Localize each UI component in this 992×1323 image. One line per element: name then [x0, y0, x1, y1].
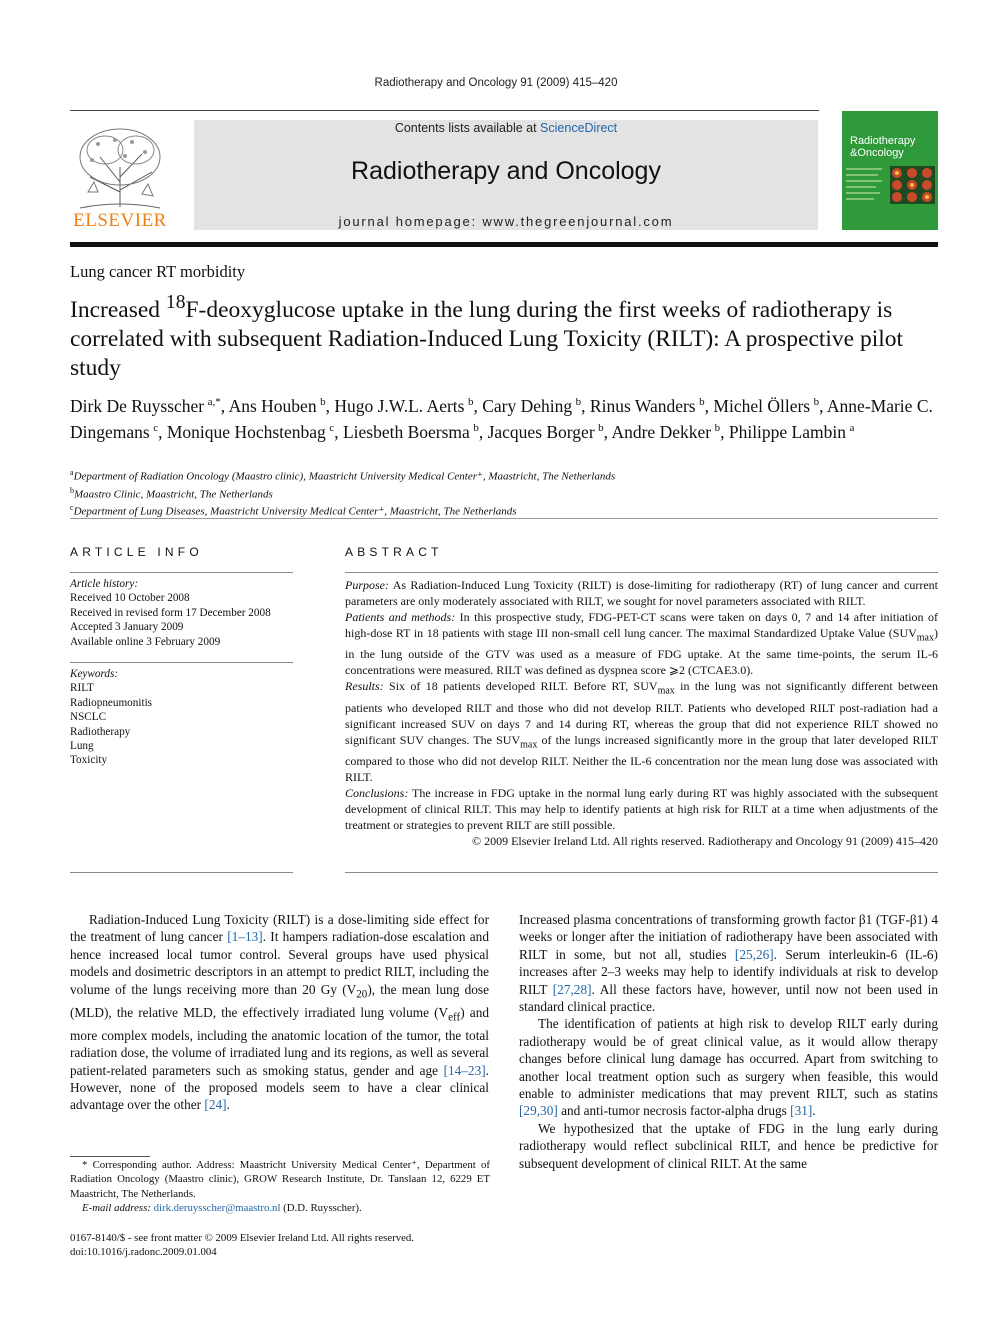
keyword: Radiopneumonitis [70, 696, 153, 709]
author[interactable]: Cary Dehing $^b$ [482, 395, 582, 416]
abstract-copyright: © 2009 Elsevier Ireland Ltd. All rights reserved. Radiotherapy and Oncology 91 (2009) 415–420 [471, 834, 938, 849]
article-title: Increased $^{18}$F-deoxyglucose uptake in the lung during the first weeks of radiotherapy is correlated with subsequent Radiation-Induced Lung Toxicity (RILT): A prospective pilot study [70, 292, 904, 381]
body-paragraph: Increased plasma concentrations of transforming growth factor β1 (TGF-β1) 4 weeks or longer after the initiation of radiotherapy have been associated with RILT in some, but not all, studies [25,26]. Serum interleukin-6 (IL-6) increases after 2–3 weeks may help to identify individuals at risk to develop RILT [27,28]. All these factors have, however, until now not been used in standard clinical practice. [519, 912, 938, 1015]
abstract-rule [345, 872, 938, 873]
keyword: Lung [70, 740, 94, 753]
affiliation: $^c$Department of Lung Diseases, Maastricht University Medical Center⁺, Maastricht, The Netherlands [70, 503, 517, 518]
article-info-heading: ARTICLE INFO [70, 545, 203, 559]
affiliations [70, 466, 938, 519]
citation-link[interactable]: [27,28] [552, 981, 592, 997]
running-head: Radiotherapy and Oncology 91 (2009) 415–420 [374, 77, 618, 89]
author[interactable]: Jacques Borger $^b$ [487, 421, 604, 442]
keyword: NSCLC [70, 711, 107, 724]
body-paragraph: Radiation-Induced Lung Toxicity (RILT) is a dose-limiting side effect for the treatment of lung cancer [1–13]. It hampers radiation-dose escalation and hence increased local tumor control. Several groups have used physical models and dosimetric descriptors in an attempt to predict RILT, including the volume of the lungs receiving more than 20 Gy $(V_{20})$, the mean lung dose (MLD), the relative MLD, the effectively irradiated lung volume $(V_{eff})$ and more complex models, including the anatomic location of the tumor, the total radiation dose, the volume of irradiated lung and its regions, as well as several patient-related parameters such as smoking status, gender and age [14–23]. However, none of the proposed models seem to have a clear clinical advantage over the other [24]. [70, 912, 489, 1113]
affiliation: $^a$Department of Radiation Oncology (Maastro clinic), Maastricht University Medical Center⁺, Maastricht, The Netherlands [70, 468, 616, 483]
contents-prefix: Contents lists available at [394, 121, 541, 135]
cover-text-lines-icon [846, 166, 886, 206]
author-list: Dirk De Ruysscher $^{a,*}$, Ans Houben $^b$, Hugo J.W.L. Aerts $^b$, Cary Dehing $^b$, Rinus Wanders $^b$, Michel Öllers $^b$, Anne-Marie C. Dingemans $^c$, Monique Hochstenbag $^c$, Liesbeth Boersma $^b$, Jacques Borger $^b$, Andre Dekker $^b$, Philippe Lambin $^a$ [70, 395, 933, 442]
corresponding-author-footnote: * Corresponding author. Address: Maastricht University Medical Center⁺, Department of Radiation Oncology (Maastro clinic), GROW Research Institute, Dr. Tanslaan 12, 6229 ET Maastricht, The Netherlands. E-mail address: dirk.deruysscher@maastro.nl (D.D. Ruysscher). [70, 1159, 490, 1214]
body-paragraph: The identification of patients at high risk to develop RILT early during radiotherapy would be of great clinical value, as it would allow therapy changes before clinical lung damage has occurred. Apart from switching to another local treatment option such as surgery when feasible, this would enable to administer medications that may prevent RILT, such as statins [29,30] and anti-tumor necrosis factor-alpha drugs [31]. [519, 1016, 938, 1119]
email-link[interactable]: dirk.deruysscher@maastro.nl [153, 1201, 281, 1214]
doi-line[interactable]: doi:10.1016/j.radonc.2009.01.004 [70, 1246, 217, 1259]
abstract-body [345, 577, 938, 849]
body-paragraph: We hypothesized that the uptake of FDG in the lung early during radiotherapy would reflect subclinical RILT, and hence be predictive for subsequent development of clinical RILT. At the same [519, 1120, 938, 1171]
history-item: Received 10 October 2008 [70, 592, 190, 605]
footnote-marker: * [82, 1159, 88, 1171]
keyword: Toxicity [70, 754, 108, 767]
abstract-purpose: Purpose: As Radiation-Induced Lung Toxicity (RILT) is dose-limiting for radiotherapy (RT) of lung cancer and current parameters are only moderately associated with RILT, we sought for novel parameters associated with RILT. [345, 578, 939, 608]
keywords-label: Keywords: [70, 668, 119, 680]
elsevier-wordmark: ELSEVIER [73, 210, 167, 231]
author[interactable]: Hugo J.W.L. Aerts $^b$ [334, 395, 474, 416]
article-info-rule [70, 572, 293, 573]
citation-link[interactable]: [24] [204, 1097, 227, 1113]
contents-line [194, 121, 818, 135]
abstract-results: Results: Six of 18 patients developed RILT. Before RT, $SUV_{max}$ in the lung was not significantly different between patients who developed RILT and those who did not develop RILT. Patients who developed RILT post-radiation had a significant increased SUV on days 7 and 14 during RT, whereas the group that did not experience RILT showed no significant SUV changes. The $SUV_{max}$ of the lungs increased significantly more in the group that later developed RILT compared to those who did not develop RILT. Neither the IL-6 concentration nor the mean lung dose was associated with RILT. [345, 679, 939, 785]
citation-link[interactable]: [14–23] [443, 1062, 486, 1078]
body-column-right [519, 911, 938, 1172]
author[interactable]: Rinus Wanders $^b$ [589, 395, 705, 416]
abstract-rule [345, 572, 938, 573]
affiliation: $^b$Maastro Clinic, Maastricht, The Netherlands [70, 485, 273, 501]
author[interactable]: Philippe Lambin $^a$ [728, 421, 855, 442]
author[interactable]: Michel Öllers $^b$ [713, 395, 820, 416]
history-label: Article history: [70, 578, 139, 590]
author[interactable]: Monique Hochstenbag $^c$ [166, 421, 335, 442]
issn-doi [70, 1231, 490, 1260]
history-item: Accepted 3 January 2009 [70, 621, 184, 634]
header-thick-rule [70, 242, 938, 247]
history-item: Available online 3 February 2009 [70, 635, 221, 648]
citation-link[interactable]: [1–13] [227, 929, 263, 945]
author[interactable]: Ans Houben $^b$ [228, 395, 326, 416]
article-info-rule [70, 872, 293, 873]
journal-homepage[interactable]: journal homepage: www.thegreenjournal.com [338, 214, 674, 229]
author[interactable]: Anne-Marie C. Dingemans $^c$ [70, 395, 933, 442]
top-rule [70, 110, 819, 111]
author[interactable]: Andre Dekker $^b$ [611, 421, 721, 442]
journal-title: Radiotherapy and Oncology [351, 157, 661, 185]
abstract-methods: Patients and methods: In this prospective study, FDG-PET-CT scans were taken on days 0, 7 and 14 after initiation of high-dose RT in 18 patients with stage III non-small cell lung cancer. The maximal Standardized Uptake Value $(SUV_{max})$ in the lung outside of the GTV was used as a measure of FDG uptake. At the same time-points, the serum IL-6 concentrations were measured. RILT was defined as dyspnea score ⩾2 (CTCAE3.0). [345, 610, 938, 678]
abstract-heading: ABSTRACT [345, 545, 443, 559]
citation-link[interactable]: [31] [790, 1103, 813, 1119]
body-column-left [70, 911, 489, 1114]
article-info-rule [70, 662, 293, 663]
history-item: Received in revised form 17 December 2008 [70, 606, 271, 619]
article-history [70, 577, 293, 649]
keyword: RILT [70, 682, 94, 695]
footnote-rule [70, 1156, 150, 1157]
issn-line: 0167-8140/$ - see front matter © 2009 Elsevier Ireland Ltd. All rights reserved. [70, 1232, 415, 1244]
title-divider [70, 518, 938, 519]
author[interactable]: Dirk De Ruysscher $^{a,*}$ [70, 395, 221, 416]
cover-scan-images-icon [890, 166, 935, 204]
keywords [70, 667, 293, 768]
citation-link[interactable]: [29,30] [519, 1103, 558, 1119]
section-label: Lung cancer RT morbidity [70, 262, 246, 281]
citation-link[interactable]: [25,26] [734, 946, 774, 962]
sciencedirect-link[interactable]: ScienceDirect [540, 121, 618, 135]
abstract-conclusions: Conclusions: The increase in FDG uptake in the normal lung early during RT was highly associated with the subsequent development of clinical RILT. This may help to identify patients at high risk for RILT at a time when adjustments of the treatment or strategies to prevent RILT are still possible. [345, 786, 938, 833]
cover-title: Radiotherapy &Oncology [850, 135, 916, 159]
keyword: Radiotherapy [70, 725, 131, 738]
author[interactable]: Liesbeth Boersma $^b$ [342, 421, 479, 442]
